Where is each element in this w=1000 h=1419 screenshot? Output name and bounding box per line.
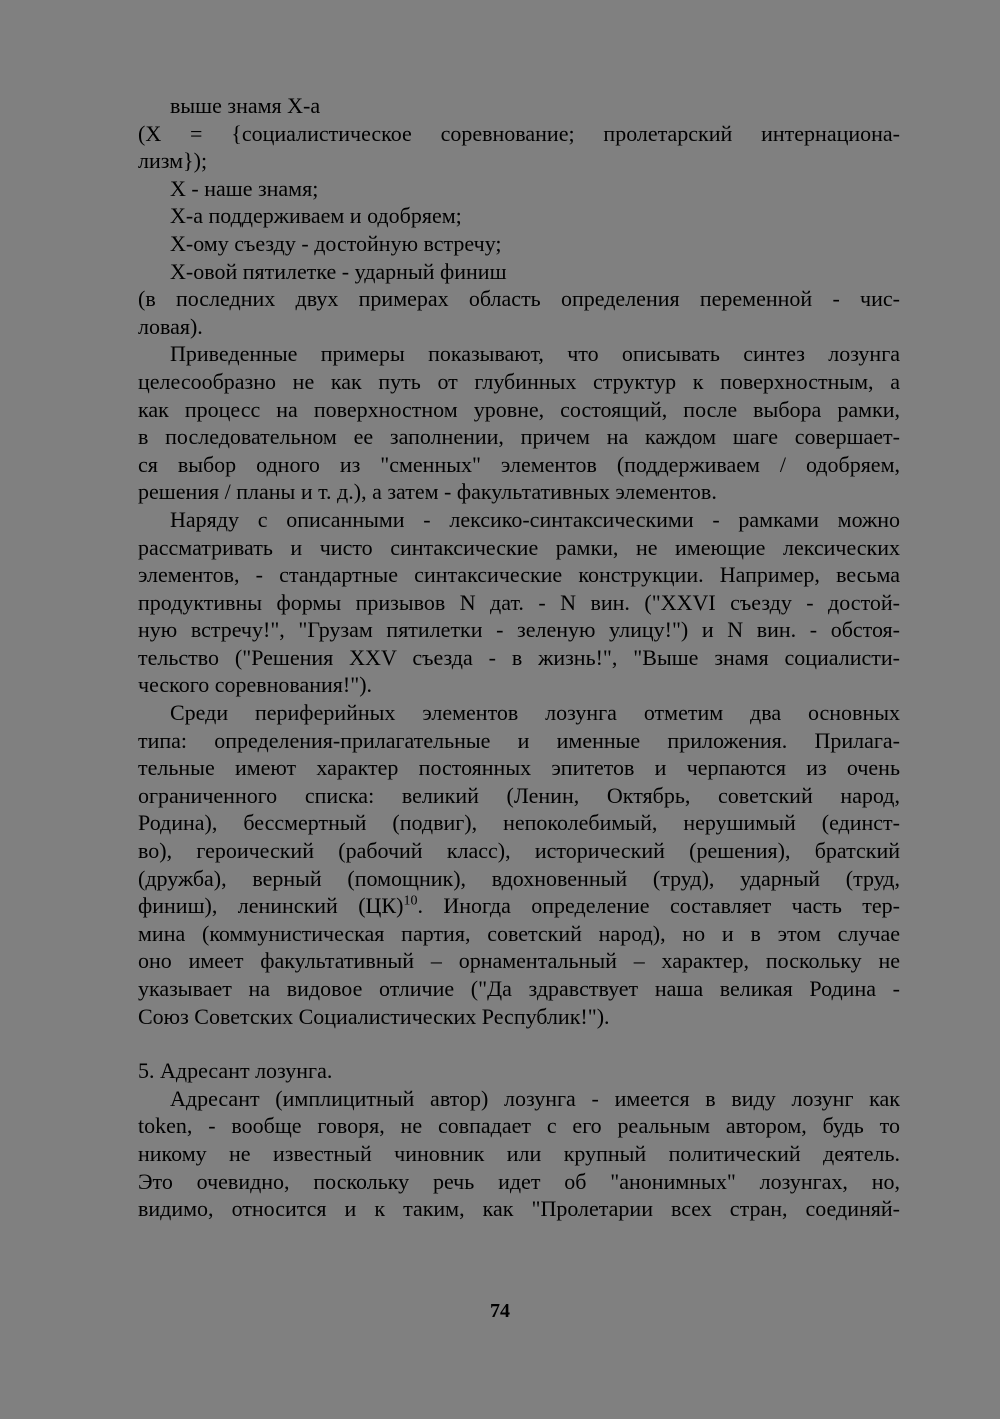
section-heading: 5. Адресант лозунга. xyxy=(138,1058,333,1084)
paragraph-line: ную встречу!", "Грузам пятилетки - зеленую улицу!") и N вин. - обстоя- xyxy=(138,617,900,643)
paragraph-line: token, - вообще говоря, не совпадает с его реальным автором, будь то xyxy=(138,1113,900,1139)
paragraph-line: тельные имеют характер постоянных эпитетов и черпаются из очень xyxy=(138,755,900,781)
paragraph-line: рассматривать и чисто синтаксические рамки, не имеющие лексических xyxy=(138,534,900,560)
paragraph-line: Союз Советских Социалистических Республик!"). xyxy=(138,1003,610,1029)
paragraph-line: целесообразно не как путь от глубинных структур к поверхностным, а xyxy=(138,368,900,394)
text-line: Х-а поддерживаем и одобряем; xyxy=(170,203,462,229)
page-number: 74 xyxy=(490,1300,510,1322)
body-text xyxy=(138,92,900,1223)
paragraph-line: типа: определения-прилагательные и именные приложения. Прилага- xyxy=(138,727,900,753)
paragraph-line: видимо, относится и к таким, как "Пролетарии всех стран, соединяй- xyxy=(138,1196,900,1222)
text-line: выше знамя Х-а xyxy=(170,93,321,118)
text-line: X - наше знамя; xyxy=(170,175,319,201)
paragraph-line: ограниченного списка: великий (Ленин, Октябрь, советский народ, xyxy=(138,782,900,808)
text-line: Х-овой пятилетке - ударный финиш xyxy=(170,258,507,284)
footnote-line-start: финиш), ленинский (ЦК) xyxy=(138,893,404,919)
paragraph-line: никому не известный чиновник или крупный политический деятель. xyxy=(138,1140,900,1166)
paragraph-line: Это очевидно, поскольку речь идет об "анонимных" лозунгах, но, xyxy=(138,1168,900,1194)
paragraph-line-footnote xyxy=(138,892,900,920)
paragraph-line: Приведенные примеры показывают, что описывать синтез лозунга xyxy=(170,341,900,367)
paragraph-line: Адресант (имплицитный автор) лозунга - имеется в виду лозунг как xyxy=(170,1085,900,1111)
paragraph-line: решения / планы и т. д.), а затем - факультативных элементов. xyxy=(138,479,717,505)
paragraph-line: как процесс на поверхностном уровне, состоящий, после выбора рамки, xyxy=(138,396,900,422)
text-line: ловая). xyxy=(138,313,203,339)
section-gap xyxy=(138,1030,900,1057)
text-line: (X = {социалистическое соревнование; пролетарский интернациона- xyxy=(138,120,900,146)
footnote-line-end: . Иногда определение составляет часть тер- xyxy=(417,893,900,919)
paragraph-line: ческого соревнования!"). xyxy=(138,672,373,698)
paragraph-line: элементов, - стандартные синтаксические конструкции. Например, весьма xyxy=(138,562,900,588)
footnote-mark: 10 xyxy=(403,893,418,909)
paragraph-line: тельство ("Решения XXV съезда - в жизнь!", "Выше знамя социалисти- xyxy=(138,644,900,670)
text-line: лизм}); xyxy=(138,148,208,174)
text-line: Х-ому съезду - достойную встречу; xyxy=(170,230,502,256)
paragraph-line: ся выбор одного из "сменных" элементов (поддерживаем / одобряем, xyxy=(138,451,900,477)
paragraph-line: Среди периферийных элементов лозунга отметим два основных xyxy=(170,700,900,726)
text-line: (в последних двух примерах область определения переменной - чис- xyxy=(138,286,900,312)
paragraph-line: оно имеет факультативный – орнаментальный – характер, поскольку не xyxy=(138,948,900,974)
paragraph-line: продуктивны формы призывов N дат. - N вин. ("XXVI съезду - достой- xyxy=(138,589,900,615)
paragraph-line: Родина), бессмертный (подвиг), непоколебимый, нерушимый (единст- xyxy=(138,810,900,836)
paragraph-line: (дружба), верный (помощник), вдохновенный (труд), ударный (труд, xyxy=(138,865,900,891)
paragraph-line: Наряду с описанными - лексико-синтаксическими - рамками можно xyxy=(170,506,900,532)
paragraph-line: во), героический (рабочий класс), исторический (решения), братский xyxy=(138,838,900,864)
paragraph-line: мина (коммунистическая партия, советский народ), но и в этом случае xyxy=(138,920,900,946)
paragraph-line: в последовательном ее заполнении, причем на каждом шаге совершает- xyxy=(138,424,900,450)
paragraph-line: указывает на видовое отличие ("Да здравствует наша великая Родина - xyxy=(138,976,900,1001)
